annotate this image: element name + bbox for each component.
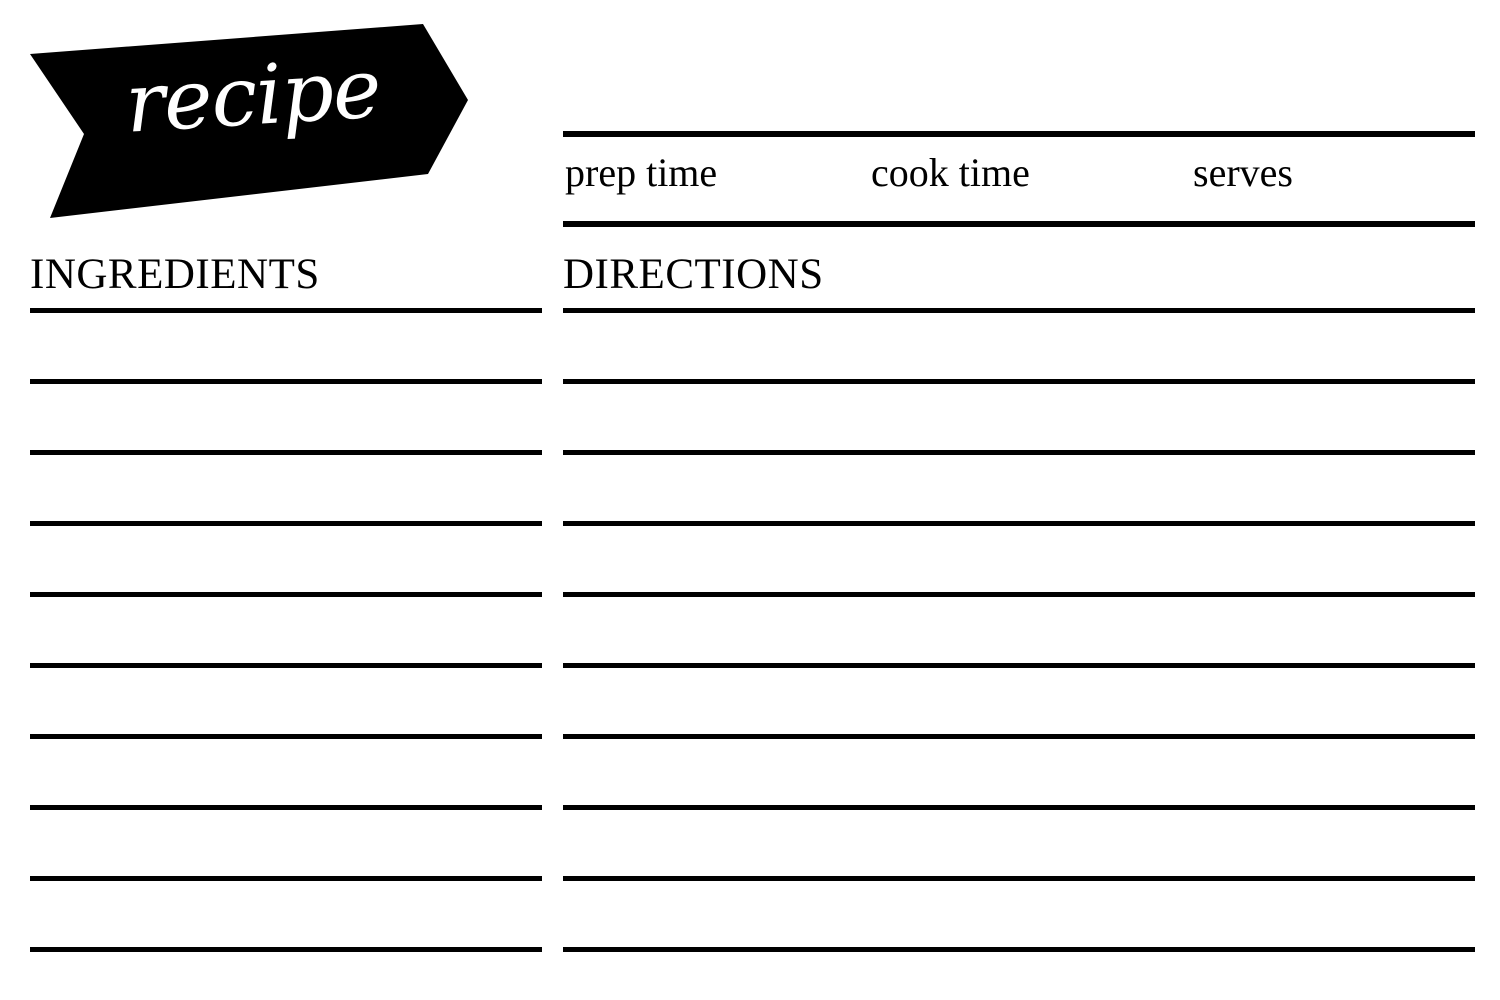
direction-line[interactable] <box>563 592 1475 597</box>
directions-lines <box>563 308 1475 952</box>
direction-line[interactable] <box>563 521 1475 526</box>
cook-time-label: cook time <box>871 150 1030 195</box>
meta-rule-bottom <box>563 221 1475 227</box>
ingredient-line[interactable] <box>30 592 542 597</box>
ingredient-line[interactable] <box>30 450 542 455</box>
directions-heading: DIRECTIONS <box>563 251 824 298</box>
ingredient-line[interactable] <box>30 805 542 810</box>
serves-label: serves <box>1193 150 1293 195</box>
direction-line[interactable] <box>563 947 1475 952</box>
ingredient-line[interactable] <box>30 876 542 881</box>
direction-line[interactable] <box>563 308 1475 313</box>
ingredients-lines <box>30 308 542 952</box>
ingredient-line[interactable] <box>30 663 542 668</box>
ingredient-line[interactable] <box>30 379 542 384</box>
direction-line[interactable] <box>563 450 1475 455</box>
ingredient-line[interactable] <box>30 521 542 526</box>
recipe-meta-fields <box>563 131 1475 227</box>
meta-label-row <box>563 137 1475 221</box>
ingredient-line[interactable] <box>30 308 542 313</box>
direction-line[interactable] <box>563 805 1475 810</box>
ingredients-heading: INGREDIENTS <box>30 251 320 298</box>
ingredient-line[interactable] <box>30 734 542 739</box>
prep-time-label: prep time <box>565 150 718 195</box>
banner-label: recipe <box>122 41 384 152</box>
direction-line[interactable] <box>563 876 1475 881</box>
recipe-banner <box>28 22 468 222</box>
direction-line[interactable] <box>563 663 1475 668</box>
ingredient-line[interactable] <box>30 947 542 952</box>
direction-line[interactable] <box>563 734 1475 739</box>
direction-line[interactable] <box>563 379 1475 384</box>
